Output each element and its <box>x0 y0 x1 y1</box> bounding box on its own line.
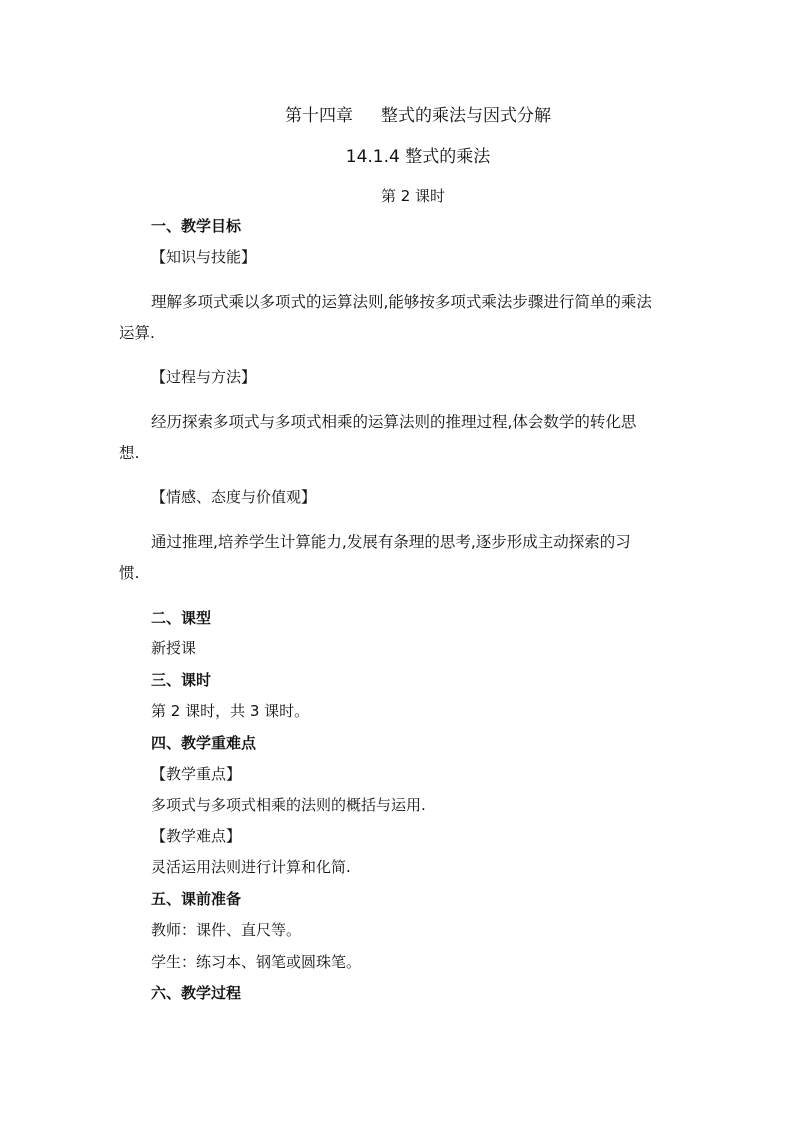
label-difficult-point: 【教学难点】 <box>151 827 242 845</box>
class-hours-text: 第 2 课时，共 3 课时。 <box>151 702 310 720</box>
chapter-number: 第十四章 <box>285 106 353 126</box>
process-text-line-1: 经历探索多项式与多项式相乘的运算法则的推理过程,体会数学的转化思 <box>151 413 637 431</box>
heading-teaching-goals: 一、教学目标 <box>151 217 242 235</box>
heading-preparation: 五、课前准备 <box>151 890 242 908</box>
emotion-text-line-2: 惯. <box>119 564 140 582</box>
heading-key-difficult-points: 四、教学重难点 <box>151 734 257 752</box>
process-text-line-2: 想. <box>119 444 140 462</box>
label-key-point: 【教学重点】 <box>151 765 242 783</box>
heading-lesson-type: 二、课型 <box>151 609 212 627</box>
label-emotion-attitude: 【情感、态度与价值观】 <box>151 488 317 506</box>
section-title: 14.1.4 整式的乘法 <box>345 147 491 167</box>
knowledge-text-line-2: 运算. <box>119 324 155 342</box>
difficult-point-text: 灵活运用法则进行计算和化简. <box>151 858 351 876</box>
preparation-teacher: 教师：课件、直尺等。 <box>151 921 302 939</box>
knowledge-text-line-1: 理解多项式乘以多项式的运算法则,能够按多项式乘法步骤进行简单的乘法 <box>151 293 652 311</box>
label-process-method: 【过程与方法】 <box>151 368 257 386</box>
preparation-student: 学生：练习本、钢笔或圆珠笔。 <box>151 953 362 971</box>
chapter-heading <box>0 106 793 126</box>
chapter-title: 整式的乘法与因式分解 <box>381 106 551 126</box>
emotion-text-line-1: 通过推理,培养学生计算能力,发展有条理的思考,逐步形成主动探索的习 <box>151 533 631 551</box>
lesson-label: 第 2 课时 <box>380 187 446 205</box>
label-knowledge-skills: 【知识与技能】 <box>151 248 257 266</box>
heading-class-hours: 三、课时 <box>151 671 212 689</box>
heading-teaching-process: 六、教学过程 <box>151 984 242 1002</box>
key-point-text: 多项式与多项式相乘的法则的概括与运用. <box>151 796 426 814</box>
lesson-type-text: 新授课 <box>151 639 197 657</box>
